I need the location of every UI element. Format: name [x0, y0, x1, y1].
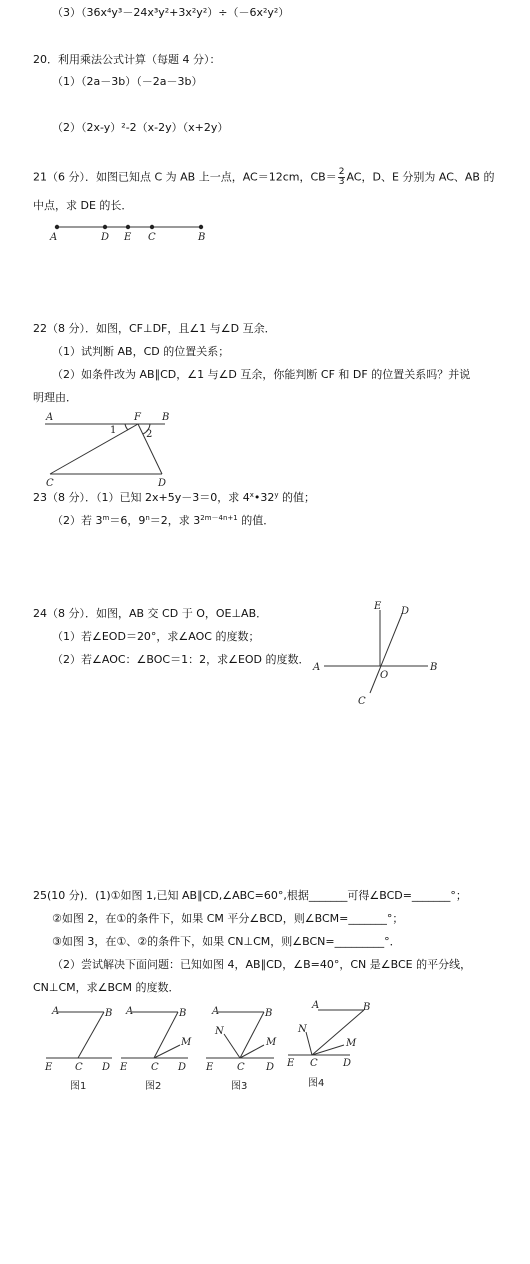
q23-part2-mid2: ＝2，求 3	[149, 514, 201, 527]
q22-label-2: 2	[146, 429, 153, 440]
q21-text-before: 21（6 分）．如图已知点 C 为 AB 上一点，AC＝12cm，CB＝	[33, 170, 337, 184]
q22-label-c: C	[46, 478, 54, 489]
fig1-line-bc	[78, 1012, 104, 1058]
q25-line1: 25(10 分)．(1)①如图 1,已知 AB∥CD,∠ABC=60°,根据_______可得∠BCD=_______°；	[33, 889, 467, 902]
q22-part2: （2）如条件改为 AB∥CD，∠1 与∠D 互余，你能判断 CF 和 DF 的位置关系吗？并说	[52, 368, 471, 381]
q19-part3-expr: （36x⁴y³－24x³y²+3x²y²）÷（－6x²y²）	[81, 6, 290, 19]
fig2-label-e: E	[120, 1062, 128, 1073]
q23-sup-exp: 2m－4n+1	[200, 514, 238, 522]
fig4-label-e: E	[287, 1058, 295, 1069]
q24-part1: （1）若∠EOD＝20°，求∠AOC 的度数；	[52, 630, 260, 643]
fig1-label-c: C	[75, 1062, 83, 1073]
fig1-label-a: A	[52, 1006, 60, 1017]
fig1-label-d: D	[102, 1062, 111, 1073]
fig2-label-a: A	[126, 1006, 134, 1017]
q22-part2-cont: 明理由．	[33, 391, 77, 404]
q24-part2: （2）若∠AOC：∠BOC＝1：2，求∠EOD 的度数．	[52, 653, 310, 666]
q24-label-o: O	[380, 670, 389, 681]
q25-line5: CN⊥CM，求∠BCM 的度数．	[33, 981, 180, 994]
q20-part1: （1）（2a－3b）（－2a－3b）	[52, 75, 203, 88]
q23-title-post: 的值；	[278, 491, 316, 504]
q23-part2-mid1: ＝6，9	[109, 514, 146, 527]
q23-sup-n: n	[145, 514, 150, 522]
q21-line2: 中点，求 DE 的长．	[33, 199, 133, 212]
fig3-label-d: D	[266, 1062, 275, 1073]
q21-frac-num: 2	[338, 167, 345, 177]
q22-label-d: D	[158, 478, 167, 489]
q25-figure-2	[119, 1006, 192, 1092]
fig2-label-b: B	[179, 1008, 187, 1019]
q25-line4: （2）尝试解决下面问题：已知如图 4，AB∥CD，∠B=40°，CN 是∠BCE 的平分线，	[52, 958, 472, 971]
fig4-label-d: D	[343, 1058, 352, 1069]
q20-title: 20．利用乘法公式计算（每题 4 分）：	[33, 53, 221, 66]
q21-label-e: E	[124, 232, 132, 243]
q23-title-pre: 23（8 分）．（1）已知 2x+5y－3＝0，求 4	[33, 491, 250, 504]
fig4-label-m: M	[346, 1038, 357, 1049]
fig4-caption: 图4	[308, 1078, 325, 1089]
q24-label-b: B	[430, 662, 438, 673]
fig4-line-cm	[312, 1045, 344, 1055]
q24-label-d: D	[401, 606, 410, 617]
q22-label-a: A	[46, 412, 54, 423]
q24-title: 24（8 分）．如图，AB 交 CD 于 O，OE⊥AB．	[33, 607, 268, 620]
q23-title-mid: •32	[253, 491, 275, 504]
fig3-label-m: M	[266, 1037, 277, 1048]
q22-part1: （1）试判断 AB，CD 的位置关系；	[52, 345, 230, 358]
fig3-line-cn	[224, 1034, 240, 1058]
q24-label-c: C	[358, 696, 366, 707]
q25-figure-3	[205, 1006, 277, 1092]
fig1-caption: 图1	[70, 1081, 87, 1092]
fig2-label-d: D	[178, 1062, 187, 1073]
q21-frac-den: 3	[338, 177, 345, 187]
fig1-label-e: E	[45, 1062, 53, 1073]
q25-figure-4	[286, 1000, 370, 1089]
q20-part2: （2）（2x-y）²-2（x-2y）（x+2y）	[52, 121, 229, 134]
q22-label-1: 1	[110, 425, 117, 436]
q25-line2: ②如图 2，在①的条件下，如果 CM 平分∠BCD，则∠BCM=_______°；	[52, 912, 404, 925]
fig3-label-b: B	[265, 1008, 273, 1019]
fig4-label-b: B	[363, 1002, 371, 1013]
fig4-line-cn	[306, 1032, 312, 1055]
fig3-label-a: A	[212, 1006, 220, 1017]
q21-label-c: C	[148, 232, 156, 243]
fig4-label-a: A	[312, 1000, 320, 1011]
fig3-caption: 图3	[231, 1081, 248, 1092]
fig2-caption: 图2	[145, 1081, 162, 1092]
q19-part3-label: （3）	[52, 6, 81, 19]
q23-sup-x: x	[249, 491, 254, 499]
q22-title: 22（8 分）．如图，CF⊥DF，且∠1 与∠D 互余．	[33, 322, 276, 335]
q22-label-f: F	[134, 412, 141, 423]
q21-label-d: D	[101, 232, 110, 243]
fig1-label-b: B	[105, 1008, 113, 1019]
q21-text-after: AC，D、E 分别为 AC、AB 的	[346, 170, 495, 184]
q21-label-a: A	[50, 232, 58, 243]
q22-label-b: B	[162, 412, 170, 423]
q25-figure-1	[44, 1006, 112, 1092]
fig3-label-e: E	[206, 1062, 214, 1073]
q23-sup-m: m	[102, 514, 110, 522]
q23-part2-post: 的值．	[237, 514, 275, 527]
q23-sup-y: y	[274, 491, 279, 499]
q21-label-b: B	[198, 232, 206, 243]
fig3-label-c: C	[237, 1062, 245, 1073]
q24-label-e: E	[374, 601, 382, 612]
fig2-line-bc	[154, 1012, 178, 1058]
fig2-label-c: C	[151, 1062, 159, 1073]
q25-line3: ③如图 3，在①、②的条件下，如果 CN⊥CM，则∠BCN=_________°．	[52, 935, 401, 948]
fig4-label-n: N	[298, 1024, 307, 1035]
q24-label-a: A	[313, 662, 321, 673]
fig4-label-c: C	[310, 1058, 318, 1069]
fig3-label-n: N	[215, 1026, 224, 1037]
q23-part2-pre: （2）若 3	[52, 514, 103, 527]
fig2-label-m: M	[181, 1037, 192, 1048]
